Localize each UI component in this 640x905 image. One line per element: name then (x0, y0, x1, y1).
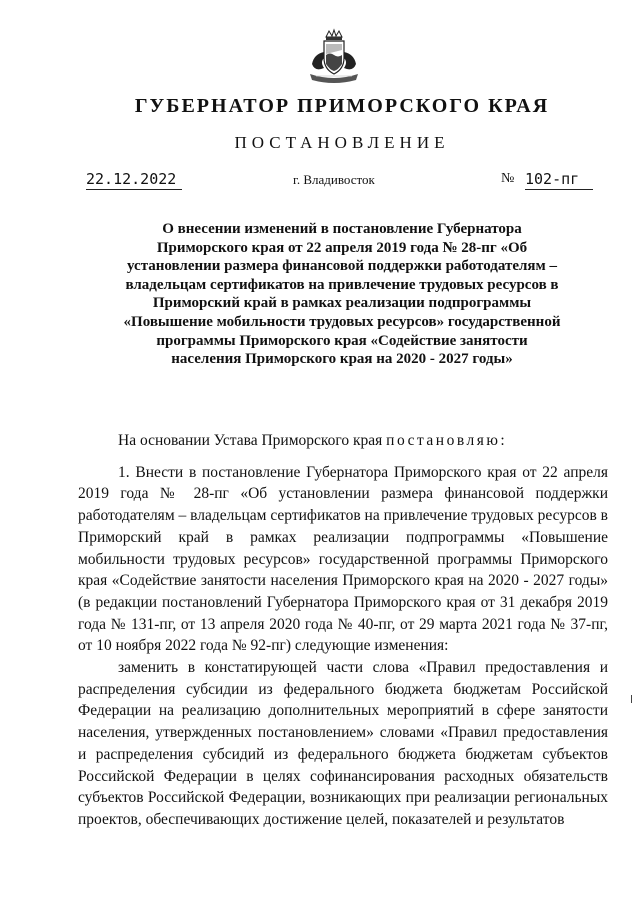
document-title: О внесении изменений в постановление Губернатора Приморского края от 22 апреля 2019 года № 28-пг «Об установлении размера финансовой поддержки работодателям – владельцам сертификатов на привлечение трудовых ресурсов в Приморский край в рамках реализации подпрограммы «Повышение мобильности трудовых ресурсов» государственной программы Приморского края «Содействие занятости населения Приморского края на 2020 - 2027 годы» (123, 221, 561, 368)
margin-mark (631, 695, 632, 703)
paragraph-item-1: 1. Внести в постановление Губернатора Приморского края от 22 апреля 2019 года № 28-пг «Об установлении размера финансовой поддержки работодателям – владельцам сертификатов на привлечение трудовых ресурсов в Приморский край в рамках реализации подпрограммы «Повышение мобильности трудовых ресурсов» государственной программы Приморского края «Содействие занятости населения Приморского края на 2020 - 2027 годы» (в редакции постановлений Губернатора Приморского края от 31 декабря 2019 года № 131-пг, от 13 апреля 2020 года № 40-пг, от 29 марта 2021 года № 37-пг, от 10 ноября 2022 года № 92-пг) следующие изменения: (78, 463, 608, 655)
basis-paragraph (78, 430, 608, 452)
coat-of-arms-icon (300, 28, 368, 86)
paragraph-item-2: заменить в констатирующей части слова «Правил предоставления и распределения субсидии из федерального бюджета бюджетам Российской Федерации на реализацию дополнительных мероприятий в сфере занятости населения, утвержденных постановлением» словами «Правил предоставления и распределения субсидий из федерального бюджета бюджетам субъектов Российской Федерации в целях софинансирования расходных обязательств субъектов Российской Федерации, возникающих при реализации региональных проектов, обеспечивающих достижение целей, показателей и результатов (78, 659, 608, 828)
authority-title: ГУБЕРНАТОР ПРИМОРСКОГО КРАЯ (134, 95, 550, 117)
document-type: ПОСТАНОВЛЕНИЕ (234, 133, 450, 152)
document-city: г. Владивосток (293, 172, 375, 187)
basis-lead: На основании Устава Приморского края (118, 432, 383, 449)
document-body (78, 430, 608, 831)
document-date: 22.12.2022 (86, 170, 182, 190)
document-number: 102-пг (525, 170, 593, 190)
resolution-word: постановляю: (386, 432, 508, 449)
number-label: № (501, 171, 515, 186)
